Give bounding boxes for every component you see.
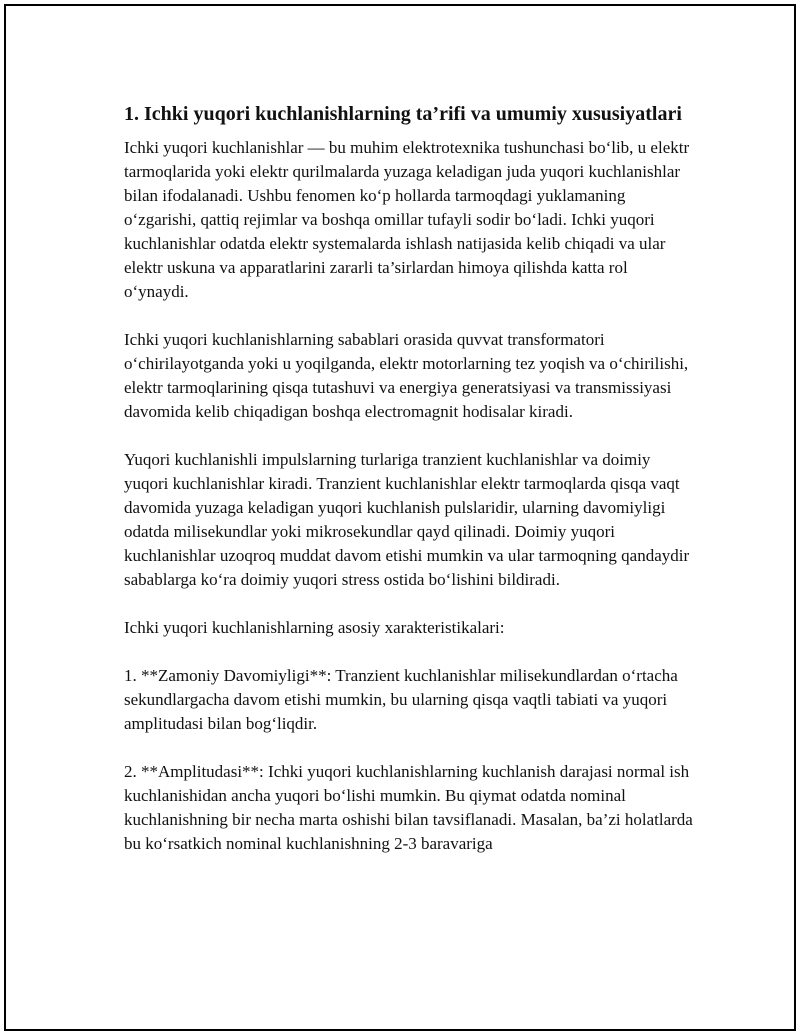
list-item-duration: 1. **Zamoniy Davomiyligi**: Tranzient kuchlanishlar milisekundlardan o‘rtacha sekundlargacha davom etishi mumkin, bu ularning qisqa vaqtli tabiati va yuqori amplitudasi bilan bog‘liqdir. xyxy=(124,666,678,733)
section-heading: 1. Ichki yuqori kuchlanishlarning ta’rifi va umumiy xususiyatlari xyxy=(124,103,682,125)
paragraph-definition: Ichki yuqori kuchlanishlar — bu muhim elektrotexnika tushunchasi bo‘lib, u elektr tarmoqlarida yoki elektr qurilmalarda yuzaga keladigan juda yuqori kuchlanishlar bilan ifodalanadi. Ushbu fenomen ko‘p hollarda tarmoqdagi yuklamaning o‘zgarishi, qattiq rejimlar va boshqa omillar tufayli sodir bo‘ladi. Ichki yuqori kuchlanishlar odatda elektr systemalarda ishlash natijasida kelib chiqadi va ular elektr uskuna va apparatlarini zararli ta’sirlardan himoya qilishda katta rol o‘ynaydi. xyxy=(124,138,690,301)
page-frame xyxy=(4,4,796,1031)
paragraph-types: Yuqori kuchlanishli impulslarning turlariga tranzient kuchlanishlar va doimiy yuqori kuchlanishlar kiradi. Tranzient kuchlanishlar elektr tarmoqlarda qisqa vaqt davomida yuzaga keladigan yuqori kuchlanish pulslaridir, ularning davomiyligi odatda milisekundlar yoki mikrosekundlar qayd qilinadi. Doimiy yuqori kuchlanishlar uzoqroq muddat davom etishi mumkin va ular tarmoqning qandaydir sabablarga ko‘ra doimiy yuqori stress ostida bo‘lishini bildiradi. xyxy=(124,450,690,589)
list-item-amplitude: 2. **Amplitudasi**: Ichki yuqori kuchlanishlarning kuchlanish darajasi normal ish kuchlanishidan ancha yuqori bo‘lishi mumkin. Bu qiymat odatda nominal kuchlanishning bir necha marta oshishi bilan tavsiflanadi. Masalan, ba’zi holatlarda bu ko‘rsatkich nominal kuchlanishning 2-3 baravariga xyxy=(124,762,693,853)
document-body xyxy=(124,100,694,880)
paragraph-characteristics-intro: Ichki yuqori kuchlanishlarning asosiy xarakteristikalari: xyxy=(124,618,505,637)
paragraph-causes: Ichki yuqori kuchlanishlarning sabablari orasida quvvat transformatori o‘chirilayotganda yoki u yoqilganda, elektr motorlarning tez yoqish va o‘chirilishi, elektr tarmoqlarining qisqa tutashuvi va energiya generatsiyasi va transmissiyasi davomida kelib chiqadigan boshqa electromagnit hodisalar kiradi. xyxy=(124,330,689,421)
